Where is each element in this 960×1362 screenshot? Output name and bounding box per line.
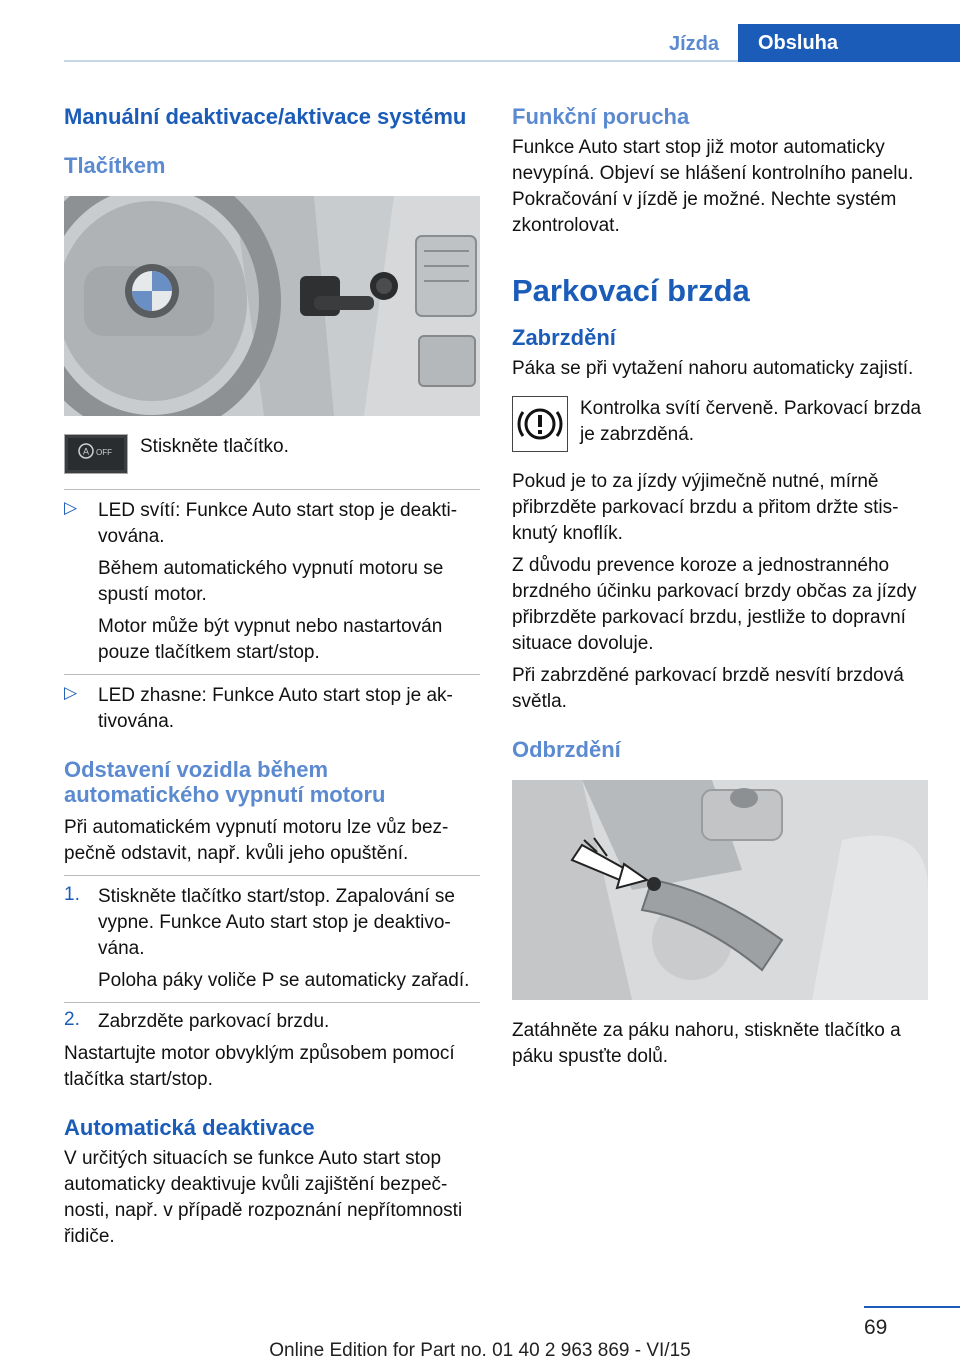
corrosion-text: Z důvodu prevence koroze a jednostranného brzdného účinku parkovací brzdy občas za jízdy přibrzděte parkovací brzdu, jestliže to dopravní situace dovoluje. — [512, 555, 917, 654]
triangle-bullet-icon: ▷ — [64, 683, 78, 702]
divider — [64, 1002, 480, 1003]
handbrake-photo — [512, 780, 928, 1000]
steering-wheel-illustration — [64, 196, 480, 416]
section-tab-jizda[interactable]: Jízda — [668, 32, 720, 55]
heading-release-brake: Odbrzdění — [512, 737, 621, 762]
divider — [64, 489, 480, 490]
divider — [64, 875, 480, 876]
heading-manual-deactivation: Manuální deaktivace/aktivace systému — [64, 104, 467, 129]
list-item-led-on — [64, 498, 480, 666]
parking-text: Při automatickém vypnutí motoru lze vůz bezpečně odstavit, např. kvůli jeho opuštění. — [64, 817, 449, 864]
step-number: 1. — [64, 884, 80, 905]
heading-automatic-deactivation: Automatická deaktivace — [64, 1115, 315, 1140]
footer-rule — [864, 1306, 960, 1308]
step-1-text: Stiskněte tlačítko start/stop. Zapalování se vypne. Funkce Auto start stop je deaktivována. — [98, 886, 455, 959]
step-2-text: Zabrzděte parkovací brzdu. — [98, 1011, 330, 1032]
section-tab-obsluha[interactable]: Obsluha — [738, 24, 960, 62]
handbrake-illustration — [512, 780, 928, 1000]
left-column — [64, 100, 480, 1250]
brake-lamp-row — [512, 396, 928, 457]
auto-start-stop-row — [64, 434, 480, 479]
drive-brake-text: Pokud je to za jízdy výjimečně nutné, mírně přibrzděte parkovací brzdu a přitom držte stisknutý knoflík. — [512, 471, 899, 544]
heading-by-button: Tlačítkem — [64, 153, 166, 178]
step-1-sub: Poloha páky voliče P se automaticky zařadí. — [98, 970, 470, 991]
release-text: Zatáhněte za páku nahoru, stiskněte tlačítko a páku spusťte dolů. — [512, 1020, 901, 1067]
step-number: 2. — [64, 1009, 80, 1030]
triangle-bullet-icon: ▷ — [64, 498, 78, 517]
heading-apply-brake: Zabrzdění — [512, 325, 616, 350]
right-column — [512, 100, 928, 1070]
lamp-text: Kontrolka svítí červeně. Parkovací brzda je zabrzděná. — [580, 398, 922, 445]
heading-parking-during-stop: Odstavení vozidla během automatického vypnutí motoru — [64, 757, 386, 807]
restart-text: Nastartujte motor obvyklým způsobem pomocí tlačítka start/stop. — [64, 1043, 455, 1090]
edition-footer: Online Edition for Part no. 01 40 2 963 869 - VI/15 — [269, 1340, 691, 1361]
divider — [64, 674, 480, 675]
auto-start-stop-off-icon — [64, 434, 128, 479]
auto-deactivation-text: V určitých situacích se funkce Auto start stop automaticky deaktivuje kvůli zajištění bezpečnosti, např. v případě rozpoznání nepřítomnosti řidiče. — [64, 1148, 463, 1247]
led-on-sub2: Motor může být vypnut nebo nastartován pouze tlačítkem start/stop. — [98, 616, 443, 663]
brake-lights-text: Při zabrzděné parkovací brzdě nesvítí brzdová světla. — [512, 665, 904, 712]
step-1 — [64, 884, 480, 994]
led-off-text: LED zhasne: Funkce Auto start stop je aktivována. — [98, 685, 453, 732]
steering-wheel-photo — [64, 196, 480, 416]
step-2 — [64, 1009, 480, 1035]
led-on-text: LED svítí: Funkce Auto start stop je deaktivována. — [98, 500, 458, 547]
heading-parking-brake: Parkovací brzda — [512, 273, 750, 308]
parking-brake-warning-icon — [512, 396, 568, 457]
led-on-sub1: Během automatického vypnutí motoru se spustí motor. — [98, 558, 444, 605]
svg-text:A: A — [82, 446, 90, 457]
list-item-led-off — [64, 683, 480, 735]
page-number: 69 — [864, 1316, 888, 1339]
heading-malfunction: Funkční porucha — [512, 104, 690, 129]
malfunction-text: Funkce Auto start stop již motor automaticky nevypíná. Objeví se hlášení kontrolního panelu. Pokračování v jízdě je možné. Nechte systém zkontrolovat. — [512, 137, 914, 236]
svg-text:OFF: OFF — [96, 448, 112, 457]
apply-text: Páka se při vytažení nahoru automaticky zajistí. — [512, 358, 914, 379]
press-button-text: Stiskněte tlačítko. — [140, 436, 289, 457]
